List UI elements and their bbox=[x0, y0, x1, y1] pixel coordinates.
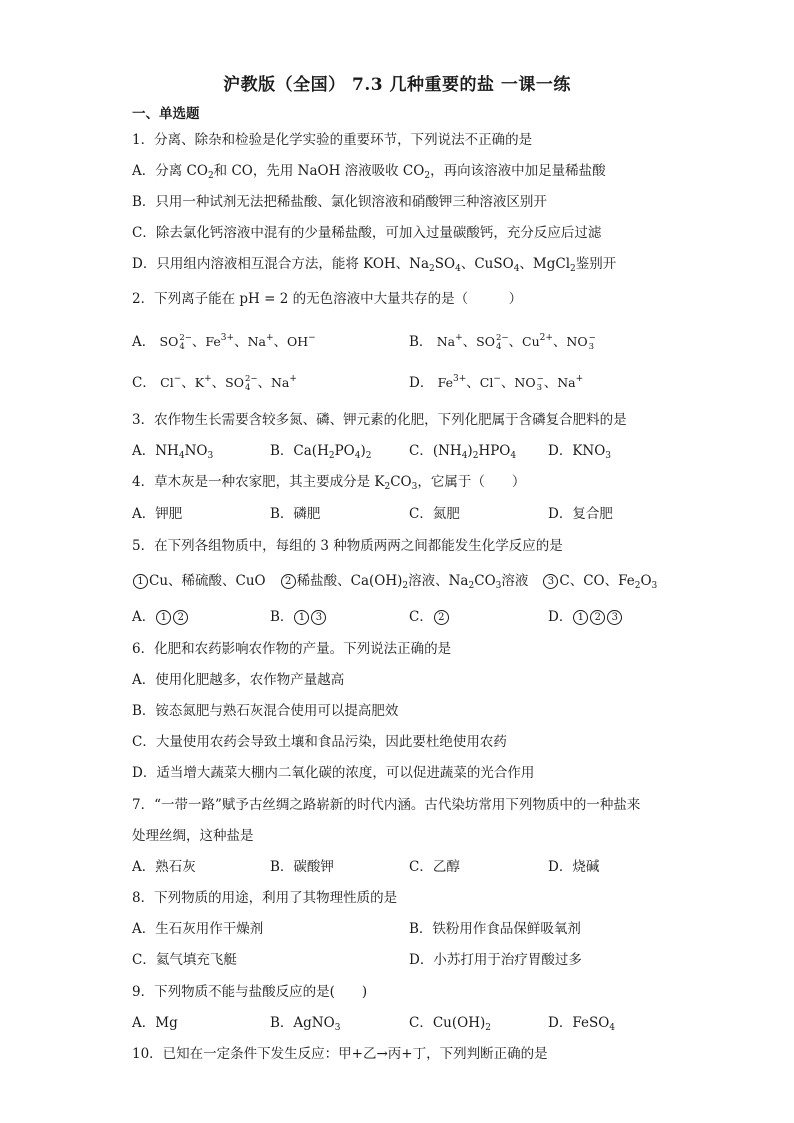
question-4-option-a: A．钾肥 bbox=[132, 506, 183, 522]
question-7-stem-line-1: 7．“一带一路”赋予古丝绸之路崭新的时代内涵。古代染坊常用下列物质中的一种盐来 bbox=[132, 797, 641, 813]
question-7-option-d: D．烧碱 bbox=[548, 859, 600, 875]
question-8-option-a: A．生石灰用作干燥剂 bbox=[132, 921, 264, 937]
question-1-option-d: D．只用组内溶液相互混合方法，能将 KOH、$Na_2SO_4$、CuSO$_4$、MgCl$_2$鉴别开 bbox=[132, 256, 617, 274]
question-1-stem: 1．分离、除杂和检验是化学实验的重要环节，下列说法不正确的是 bbox=[132, 132, 533, 148]
question-7-stem-line-2: 处理丝绸，这种盐是 bbox=[132, 828, 254, 844]
question-5-option-c: C． 2 bbox=[409, 607, 450, 627]
question-1-option-c: C．除去氯化钙溶液中混有的少量稀盐酸，可加入过量碳酸钙，充分反应后过滤 bbox=[132, 225, 602, 241]
question-8-option-b: B．铁粉用作食品保鲜吸氧剂 bbox=[409, 921, 581, 937]
page-title: 沪教版（全国） 7.3 几种重要的盐 一课一练 bbox=[223, 75, 571, 95]
question-6-option-a: A．使用化肥越多，农作物产量越高 bbox=[132, 672, 345, 688]
question-3-stem: 3．农作物生长需要含较多氮、磷、钾元素的化肥，下列化肥属于含磷复合肥料的是 bbox=[132, 412, 627, 428]
question-4-option-d: D．复合肥 bbox=[548, 506, 613, 522]
circled-number-1: 1 bbox=[133, 574, 148, 589]
question-9-option-a: A．Mg bbox=[132, 1015, 178, 1031]
question-6-option-d: D．适当增大蔬菜大棚内二氧化碳的浓度，可以促进蔬菜的光合作用 bbox=[132, 765, 535, 781]
question-3-option-b: B．$Ca(H_2PO_4)_2$ bbox=[270, 443, 372, 461]
question-9-option-b: B．AgNO$_3$ bbox=[270, 1015, 341, 1033]
question-8-stem: 8．下列物质的用途，利用了其物理性质的是 bbox=[132, 890, 398, 906]
section-heading: 一、单选题 bbox=[132, 106, 200, 122]
question-6-option-c: C．大量使用农药会导致土壤和食品污染，因此要杜绝使用农药 bbox=[132, 734, 507, 750]
question-7-option-a: A．熟石灰 bbox=[132, 859, 196, 875]
question-5-option-b: B． 1 3 bbox=[270, 607, 327, 627]
question-7-option-c: C．乙醇 bbox=[409, 859, 460, 875]
circled-number-2: 2 bbox=[281, 574, 296, 589]
question-2-option-d: D． $Fe^{3+}$、Cl−、NO − 3 、Na+ bbox=[409, 373, 584, 393]
question-6-option-b: B．铵态氮肥与熟石灰混合使用可以提高肥效 bbox=[132, 703, 399, 719]
circled-number-3: 3 bbox=[543, 574, 558, 589]
question-2-option-a: A． SO 2− 4 、$Fe^{3+}$、Na+、OH− bbox=[132, 332, 316, 352]
question-9-option-d: D．FeSO$_4$ bbox=[548, 1015, 615, 1033]
question-1-option-a: A．分离 $CO_2$和 CO，先用 NaOH 溶液吸收 $CO_2$，再向该溶液中加足量稀盐酸 bbox=[132, 163, 606, 181]
question-9-stem: 9．下列物质不能与盐酸反应的是( ) bbox=[132, 984, 368, 1000]
question-6-stem: 6．化肥和农药影响农作物的产量。下列说法正确的是 bbox=[132, 641, 452, 657]
question-10-stem: 10．已知在一定条件下发生反应：甲+乙→丙+丁，下列判断正确的是 bbox=[132, 1046, 548, 1062]
question-1-option-b: B．只用一种试剂无法把稀盐酸、氯化钡溶液和硝酸钾三种溶液区别开 bbox=[132, 194, 547, 210]
question-3-option-c: C．$(NH_4)_2HPO_4$ bbox=[409, 443, 517, 461]
question-2-option-b: B． Na+、SO 2− 4 、$Cu^{2+}$、NO − 3 bbox=[409, 332, 596, 352]
question-3-option-a: A．$NH_4NO_3$ bbox=[132, 443, 214, 461]
question-2-stem: 2．下列离子能在 pH = 2 的无色溶液中大量共存的是（ ） bbox=[132, 291, 523, 307]
question-5-option-a: A． 1 2 bbox=[132, 607, 189, 627]
question-8-option-c: C．氦气填充飞艇 bbox=[132, 952, 237, 968]
question-3-option-d: D．$KNO_3$ bbox=[548, 443, 612, 461]
question-5-option-d: D． 1 2 3 bbox=[548, 607, 623, 627]
question-4-stem: 4．草木灰是一种农家肥，其主要成分是 $K_2CO_3$，它属于（ ） bbox=[132, 474, 526, 492]
question-8-option-d: D．小苏打用于治疗胃酸过多 bbox=[409, 952, 582, 968]
question-7-option-b: B．碳酸钾 bbox=[270, 859, 334, 875]
question-5-groups: 1 Cu、稀硫酸、CuO 2 稀盐酸、$Ca(OH)_2$溶液、$Na_2CO_3$溶液 3 C、CO、$Fe_2O_3$ bbox=[132, 571, 657, 591]
question-2-option-c: C． Cl−、K+、SO 2− 4 、Na+ bbox=[132, 373, 297, 393]
question-4-option-c: C．氮肥 bbox=[409, 506, 460, 522]
question-5-stem: 5．在下列各组物质中，每组的 3 种物质两两之间都能发生化学反应的是 bbox=[132, 538, 563, 554]
question-4-option-b: B．磷肥 bbox=[270, 506, 321, 522]
question-9-option-c: C．$Cu(OH)_2$ bbox=[409, 1015, 491, 1033]
